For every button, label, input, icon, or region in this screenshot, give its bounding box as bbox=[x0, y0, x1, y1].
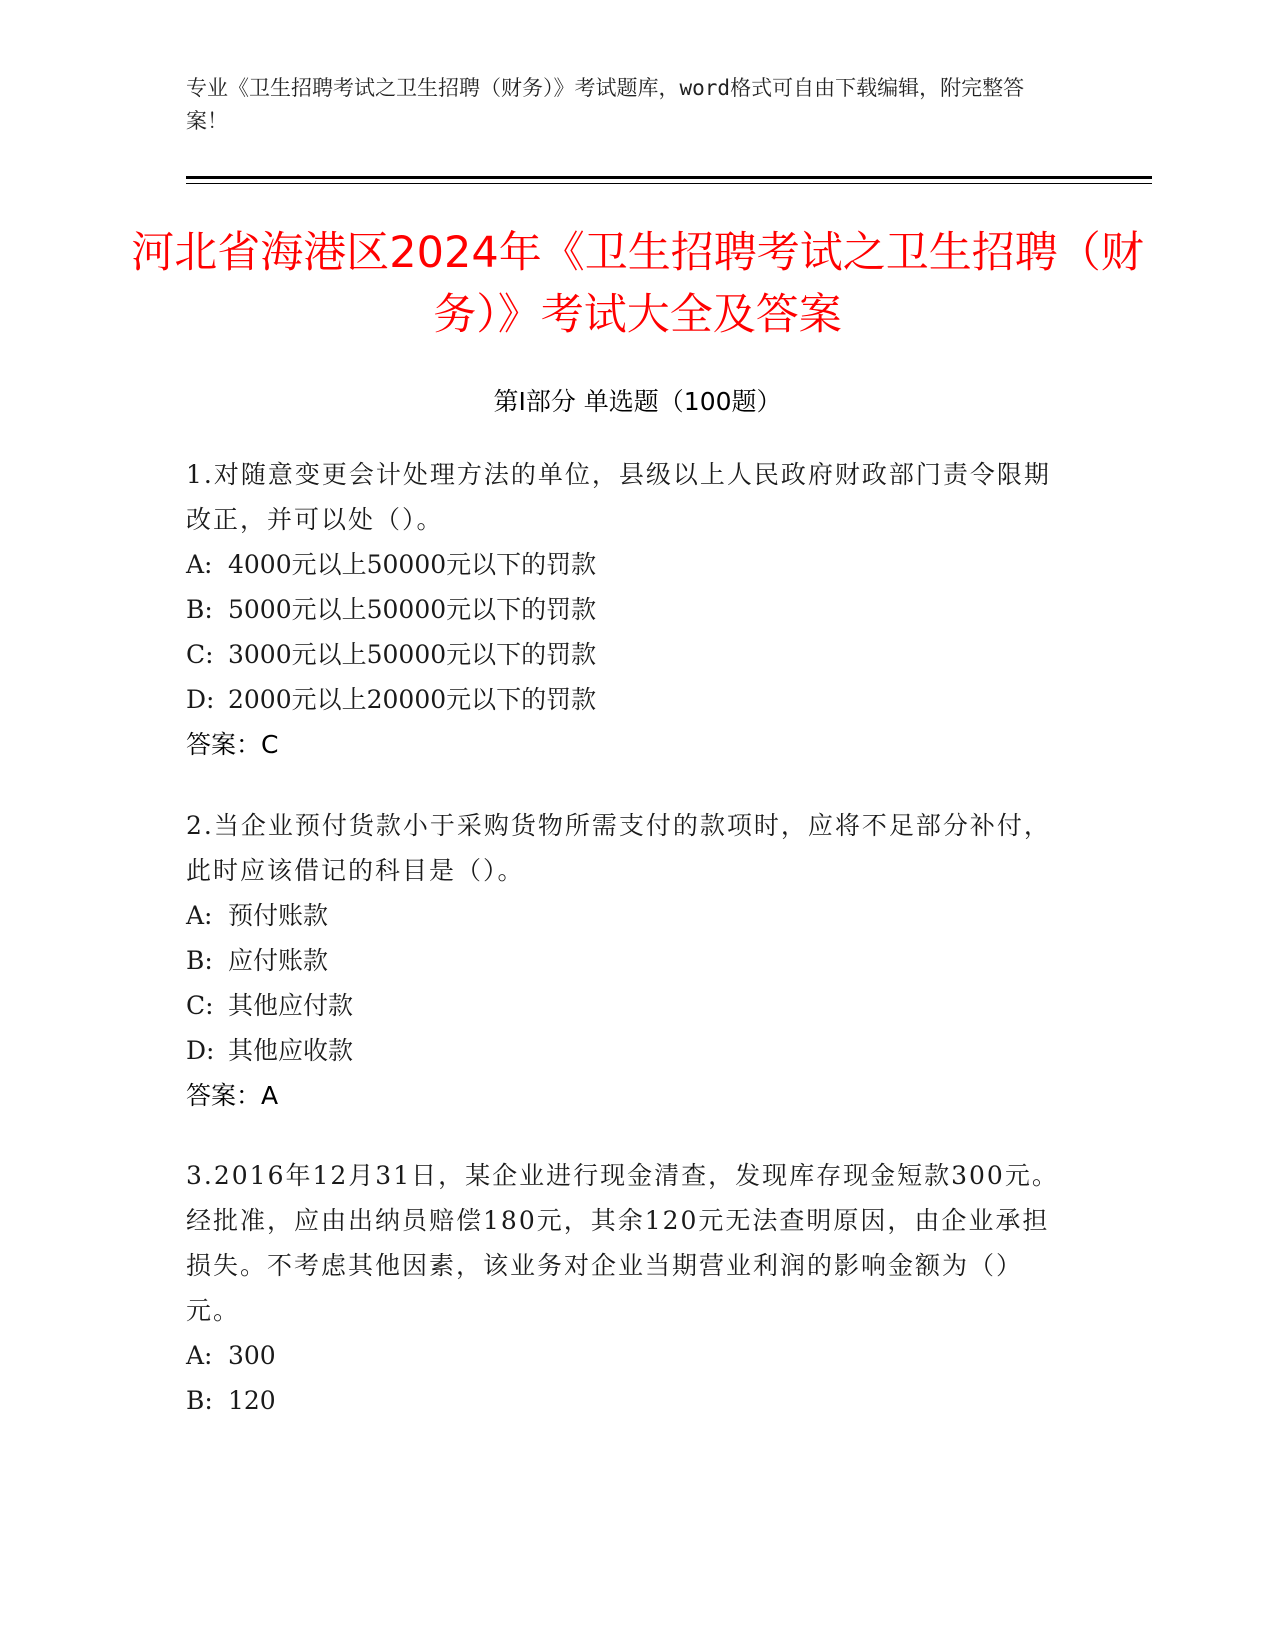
document-title: 河北省海港区2024年《卫生招聘考试之卫生招聘（财务）》考试大全及答案 bbox=[131, 228, 1144, 340]
question-1 bbox=[186, 452, 1066, 767]
option-text: 2000元以上20000元以下的罚款 bbox=[228, 685, 597, 714]
option-a bbox=[186, 893, 1066, 938]
option-b bbox=[186, 1378, 1066, 1423]
question-stem: 1.对随意变更会计处理方法的单位，县级以上人民政府财政部门责令限期改正，并可以处（）。 bbox=[186, 460, 1051, 534]
option-text: 300 bbox=[228, 1341, 276, 1370]
option-letter: B: bbox=[186, 595, 213, 624]
option-letter: C: bbox=[186, 991, 214, 1020]
header-rule-thin bbox=[186, 183, 1152, 184]
option-letter: A: bbox=[186, 1341, 213, 1370]
option-letter: B: bbox=[186, 946, 213, 975]
option-letter: D: bbox=[186, 685, 215, 714]
option-letter: C: bbox=[186, 640, 214, 669]
question-3 bbox=[186, 1153, 1066, 1423]
answer-line: 答案：C bbox=[186, 730, 279, 759]
option-text: 5000元以上50000元以下的罚款 bbox=[228, 595, 597, 624]
option-letter: A: bbox=[186, 901, 213, 930]
option-text: 预付账款 bbox=[228, 901, 329, 930]
section-heading: 第Ⅰ部分 单选题（100题） bbox=[493, 387, 782, 416]
option-b bbox=[186, 938, 1066, 983]
option-a bbox=[186, 542, 1066, 587]
option-c bbox=[186, 983, 1066, 1028]
option-text: 其他应收款 bbox=[228, 1036, 354, 1065]
option-letter: D: bbox=[186, 1036, 215, 1065]
option-text: 其他应付款 bbox=[228, 991, 354, 1020]
option-a bbox=[186, 1333, 1066, 1378]
header-note: 专业《卫生招聘考试之卫生招聘（财务）》考试题库，word格式可自由下载编辑，附完整答案！ bbox=[186, 76, 1025, 133]
question-2 bbox=[186, 803, 1066, 1118]
option-d bbox=[186, 1028, 1066, 1073]
answer-line: 答案：A bbox=[186, 1081, 279, 1110]
option-text: 应付账款 bbox=[228, 946, 329, 975]
option-text: 4000元以上50000元以下的罚款 bbox=[228, 550, 597, 579]
option-letter: B: bbox=[186, 1386, 213, 1415]
header-rule-thick bbox=[186, 176, 1152, 179]
option-c bbox=[186, 632, 1066, 677]
option-letter: A: bbox=[186, 550, 213, 579]
option-text: 120 bbox=[228, 1386, 276, 1415]
option-b bbox=[186, 587, 1066, 632]
option-d bbox=[186, 677, 1066, 722]
question-stem: 3.2016年12月31日，某企业进行现金清查，发现库存现金短款300元。经批准，应由出纳员赔偿180元，其余120元无法查明原因，由企业承担损失。不考虑其他因素，该业务对企业当期营业利润的影响金额为（）元。 bbox=[186, 1161, 1059, 1325]
option-text: 3000元以上50000元以下的罚款 bbox=[228, 640, 597, 669]
question-stem: 2.当企业预付货款小于采购货物所需支付的款项时，应将不足部分补付，此时应该借记的科目是（）。 bbox=[186, 811, 1051, 885]
